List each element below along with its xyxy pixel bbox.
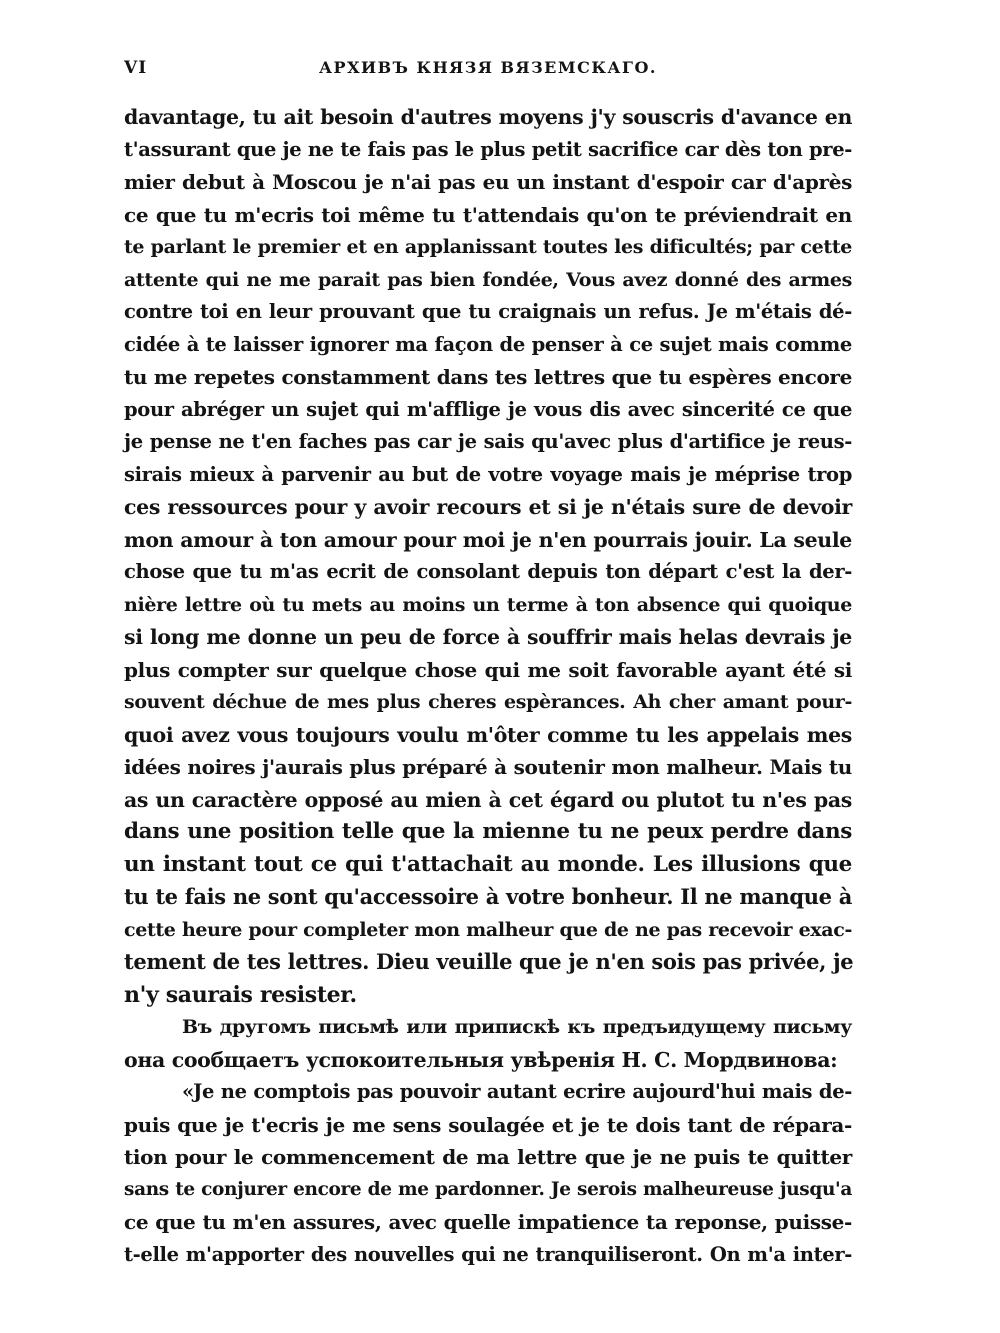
running-head: АРХИВЪ КНЯЗЯ ВЯЗЕМСКАГО. — [319, 58, 657, 77]
text-line: puis que je t'ecris je me sens soulagée et je te dois tant de répara- — [124, 1112, 852, 1137]
text-line: pour abréger un sujet qui m'afflige je vous dis avec sincerité ce que — [124, 397, 852, 421]
page-header — [124, 58, 852, 84]
text-line: tu te fais ne sont qu'accessoire à votre bonheur. Il ne manque à — [124, 884, 852, 909]
text-line: dans une position telle que la mienne tu ne peux perdre dans — [124, 819, 852, 844]
text-line: davantage, tu ait besoin d'autres moyens j'y souscris d'avance en — [124, 105, 852, 129]
text-line: ce que tu m'ecris toi même tu t'attendais qu'on te préviendrait en — [124, 202, 852, 227]
text-line: te parlant le premier et en applanissant toutes les dificultés; par cette — [124, 236, 852, 258]
page-number: VI — [124, 58, 148, 78]
text-line: t'assurant que je ne te fais pas le plus petit sacrifice car dès ton pre- — [124, 137, 852, 161]
text-line: n'y saurais resister. — [124, 981, 357, 1008]
text-line: souvent déchue de mes plus cheres espèrances. Ah cher amant pour- — [124, 691, 852, 713]
text-line: tu me repetes constamment dans tes lettres que tu espères encore — [124, 365, 852, 389]
text-line: je pense ne t'en faches pas car je sais qu'avec plus d'artifice je reus- — [124, 430, 852, 453]
text-line: ces ressources pour y avoir recours et si je n'étais sure de devoir — [124, 495, 852, 519]
text-line: mier debut à Moscou je n'ai pas eu un instant d'espoir car d'après — [124, 170, 852, 194]
text-line: tement de tes lettres. Dieu veuille que je n'en sois pas privée, je — [124, 949, 854, 974]
text-line: cette heure pour completer mon malheur que de ne pas recevoir exac- — [124, 918, 852, 941]
text-line: attente qui ne me parait pas bien fondée, Vous avez donné des armes — [124, 268, 852, 291]
text-line: sans te conjurer encore de me pardonner. Je serois malheureuse jusqu'a — [124, 1178, 852, 1200]
text-line: idées noires j'aurais plus préparé à soutenir mon malheur. Mais tu — [124, 755, 852, 779]
text-line: «Je ne comptois pas pouvoir autant ecrire aujourd'hui mais de- — [182, 1080, 852, 1103]
page-body — [124, 101, 852, 1271]
text-line: quoi avez vous toujours voulu m'ôter comme tu les appelais mes — [124, 722, 852, 747]
text-line: si long me donne un peu de force à souffrir mais helas devrais je — [124, 625, 852, 649]
text-line: cidée à te laisser ignorer ma façon de penser à ce sujet mais comme — [124, 332, 852, 356]
text-line: ce que tu m'en assures, avec quelle impatience ta reponse, puisse- — [124, 1210, 852, 1234]
text-line: tion pour le commencement de ma lettre que je ne puis te quitter — [124, 1145, 852, 1169]
text-line: plus compter sur quelque chose qui me soit favorable ayant été si — [124, 657, 852, 682]
text-line: mon amour à ton amour pour moi je n'en pourrais jouir. La seule — [124, 527, 852, 552]
paragraph-letter-quote — [124, 1076, 852, 1271]
text-line: nière lettre où tu mets au moins un terme à ton absence qui quoique — [124, 593, 852, 616]
paragraph-russian-commentary — [124, 1011, 852, 1076]
text-line: un instant tout ce qui t'attachait au monde. Les illusions que — [124, 851, 852, 877]
paragraph-letter-continuation — [124, 101, 852, 1011]
text-line: sirais mieux à parvenir au but de votre voyage mais je méprise trop — [124, 462, 852, 486]
text-line: t-elle m'apporter des nouvelles qui ne tranquiliseront. On m'a inter- — [124, 1242, 852, 1266]
text-line: Въ другомъ письмѣ или припискѣ къ предъидущему письму — [182, 1016, 852, 1038]
text-line: as un caractère opposé au mien à cet égard ou plutot tu n'es pas — [124, 787, 852, 812]
text-line: contre toi en leur prouvant que tu craignais un refus. Je m'étais dé- — [124, 300, 852, 323]
text-line: она сообщаетъ успокоительныя увѣренія Н. С. Мордвинова: — [124, 1047, 838, 1072]
text-line: chose que tu m'as ecrit de consolant depuis ton départ c'est la der- — [124, 560, 852, 583]
